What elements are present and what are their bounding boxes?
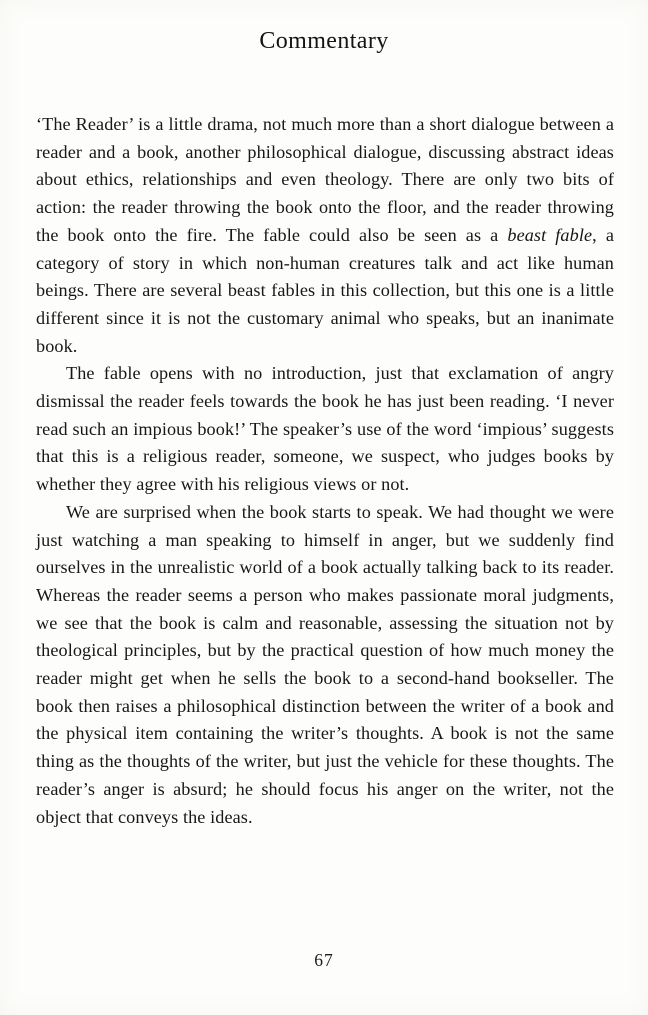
paragraph-3 bbox=[36, 499, 614, 831]
paragraph-text: We are surprised when the book starts to speak. We had thought we were just watching a man speaking to himself in anger, but we suddenly find ourselves in the unrealistic world of a book actually talking back to its reader. Whereas the reader seems a person who makes passionate moral judgments, we see that the book is calm and reasonable, assessing the situation not by theological principles, but by the practical question of how much money the reader might get when he sells the book to a second-hand bookseller. The book then raises a philosophical distinction between the writer of a book and the physical item containing the writer’s thoughts. A book is not the same thing as the thoughts of the writer, but just the vehicle for these thoughts. The reader’s anger is absurd; he should focus his anger on the writer, not the object that conveys the ideas. bbox=[36, 501, 614, 827]
page-number: 67 bbox=[314, 950, 334, 970]
paragraph-text: , a category of story in which non-human creatures talk and act like human beings. There are several beast fables in this collection, but this one is a little different since it is not the customary animal who speaks, but an inanimate book. bbox=[36, 224, 614, 356]
page-title: Commentary bbox=[259, 28, 389, 54]
commentary-text bbox=[36, 111, 614, 831]
paragraph-1 bbox=[36, 111, 614, 360]
paragraph-text: The fable opens with no introduction, just that exclamation of angry dismissal the reader feels towards the book he has just been reading. ‘I never read such an impious book!’ The speaker’s use of the word ‘impious’ suggests that this is a religious reader, someone, we suspect, who judges books by whether they agree with his religious views or not. bbox=[36, 363, 614, 495]
paragraph-2 bbox=[36, 360, 614, 499]
paragraph-text: ‘The Reader’ is a little drama, not much more than a short dialogue between a reader and a book, another philosophical dialogue, discussing abstract ideas about ethics, relationships and even theology. There are only two bits of action: the reader throwing the book onto the floor, and the reader throwing the book onto the fire. The fable could also be seen as a bbox=[36, 114, 614, 245]
italic-phrase: beast fable bbox=[507, 224, 593, 245]
